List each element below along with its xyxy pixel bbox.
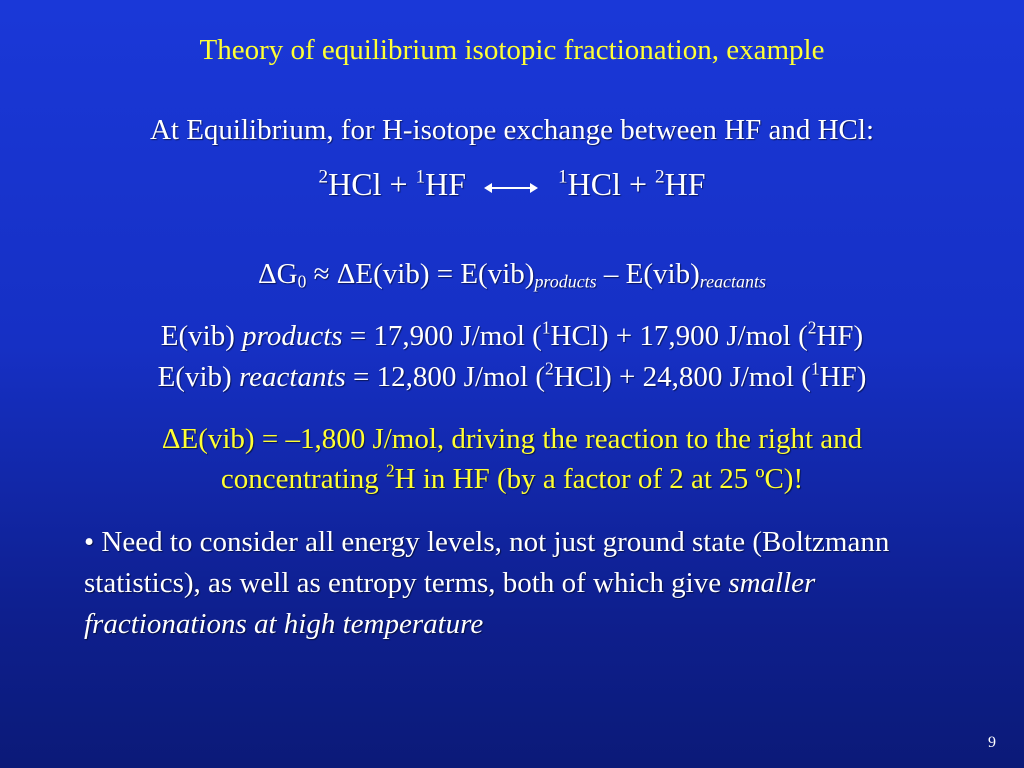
- conclusion-line-1: ΔE(vib) = –1,800 J/mol, driving the reaction to the right and: [161, 423, 863, 455]
- product-hcl: $^1$HCl: [558, 166, 621, 202]
- plus-sign: +: [389, 166, 408, 202]
- reactant-hf: $^1$HF: [415, 166, 466, 202]
- page-number: 9: [988, 734, 996, 751]
- delta-g-equation: $\Delta G_0 \approx \Delta E(vib)$ = E(vib)products – E(vib)reactants: [258, 258, 766, 292]
- bullet-point: [84, 522, 964, 645]
- product-hf: $^2$HF: [654, 166, 706, 202]
- conclusion-line-2: concentrating $^2$H in HF (by a factor of 2 at 25 ºC)!: [220, 460, 804, 495]
- double-headed-arrow-icon: [484, 181, 538, 195]
- reactant-hcl: $^2$HCl: [318, 166, 382, 202]
- plus-sign: +: [628, 166, 647, 202]
- reactants-energy-line: E(vib) reactants = 12,800 J/mol ($^2$HCl) + 24,800 J/mol ($^1$HF): [157, 358, 867, 393]
- intro-text: At Equilibrium, for H-isotope exchange between HF and HCl:: [149, 114, 875, 146]
- reaction-equation: [0, 166, 1024, 203]
- products-energy-line: E(vib) products = 17,900 J/mol ($^1$HCl) + 17,900 J/mol ($^2$HF): [160, 317, 864, 352]
- bullet-emphasis: smaller fractionations at high temperature: [84, 567, 816, 640]
- slide-title: Theory of equilibrium isotopic fractionation, example: [199, 34, 825, 66]
- bullet-text: • Need to consider all energy levels, not just ground state (Boltzmann statistics), as well as entropy terms, both of which give: [84, 526, 890, 599]
